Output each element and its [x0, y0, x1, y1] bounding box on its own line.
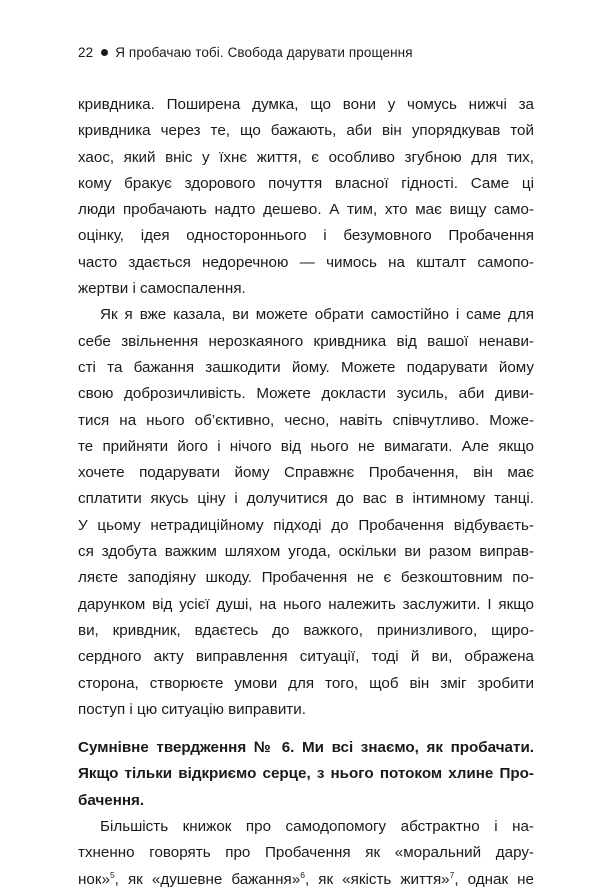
- heading-line: Сумнівне твердження № 6. Ми всі знаємо, як пробачати.: [78, 739, 534, 757]
- text-line: сердного акту виправлення ситуації, тоді й ви, ображена: [78, 648, 534, 666]
- footnote-ref: 7: [449, 869, 455, 880]
- text-segment: , як «якість життя»: [304, 870, 450, 888]
- text-line: Більшість книжок про самодопомогу абстрактно і на-: [100, 818, 534, 836]
- text-line: тхненно говорять про Пробачення як «моральний дару-: [78, 844, 534, 862]
- text-segment: , однак не: [454, 870, 534, 888]
- text-line: жертви і самоспалення.: [78, 280, 246, 298]
- running-header: [78, 45, 413, 60]
- text-line: поступ і цю ситуацію виправити.: [78, 700, 306, 718]
- footnote-ref: 5: [109, 869, 115, 880]
- page-number: 22: [78, 45, 94, 60]
- text-line: ся здобута важким шляхом угода, оскільки ви разом виправ-: [78, 543, 534, 561]
- text-line: свою доброзичливість. Можете докласти зусиль, аби диви-: [78, 385, 534, 403]
- heading-line: Якщо тільки відкриємо серце, з нього потоком хлине Про-: [78, 765, 534, 783]
- text-line: хочете подарувати йому Справжнє Пробачення, він має: [78, 464, 534, 482]
- paragraph-3: [78, 814, 534, 893]
- footnote-ref: 6: [300, 869, 305, 880]
- text-line: кому бракує здорового почуття власної гідності. Саме ці: [78, 174, 534, 192]
- bullet-dot-icon: [101, 49, 108, 56]
- text-line: часто здається недоречною — чимось на кшталт самопо-: [78, 253, 534, 271]
- paragraph-2: [78, 302, 534, 723]
- running-title: Я пробачаю тобі. Свобода дарувати прощення: [115, 45, 413, 60]
- text-line: сплатити якусь ціну і долучитися до вас в інтимному танці.: [78, 490, 534, 508]
- page-body: [78, 92, 534, 893]
- section-gap: [78, 723, 534, 735]
- text-line: хаос, який вніс у їхнє життя, є особливо згубною для тих,: [78, 148, 534, 166]
- text-line: те прийняти його і нічого від нього не вимагати. Але якщо: [78, 437, 534, 455]
- text-line: люди пробачають надто дешево. А тим, хто має вищу само-: [78, 201, 534, 219]
- section-heading: [78, 735, 534, 814]
- text-line: себе звільнення нерозкаяного кривдника від вашої ненави-: [78, 332, 534, 350]
- text-line: тися на нього об’єктивно, чесно, навіть співчутливо. Може-: [78, 411, 534, 429]
- text-line: У цьому нетрадиційному підході до Пробачення відбуваєть-: [78, 516, 534, 534]
- text-line: кривдника через те, що бажають, аби він упорядкував той: [78, 122, 534, 140]
- text-line: Як я вже казала, ви можете обрати самостійно і саме для: [100, 306, 534, 324]
- heading-line: бачення.: [78, 791, 145, 809]
- paragraph-1: [78, 92, 534, 302]
- text-line: ви, кривдник, вдаєтесь до важкого, принизливого, щиро-: [78, 621, 534, 639]
- text-segment: , як «душевне бажання»: [114, 870, 301, 888]
- text-line: дарунком від усієї душі, на нього належить заслужити. І якщо: [78, 595, 534, 613]
- text-line: сторона, створюєте умови для того, щоб він зміг зробити: [78, 674, 534, 692]
- text-line: оцінку, ідея одностороннього і безумовного Пробачення: [78, 227, 534, 245]
- text-line: ляєте заподіяну шкоду. Пробачення не є безкоштовним по-: [78, 569, 534, 587]
- text-line: сті та бажання зашкодити йому. Можете подарувати йому: [78, 358, 534, 376]
- text-segment: нок»: [78, 870, 110, 888]
- text-line: кривдника. Поширена думка, що вони у чомусь нижчі за: [78, 96, 534, 113]
- text-line-with-footnotes: [78, 867, 534, 893]
